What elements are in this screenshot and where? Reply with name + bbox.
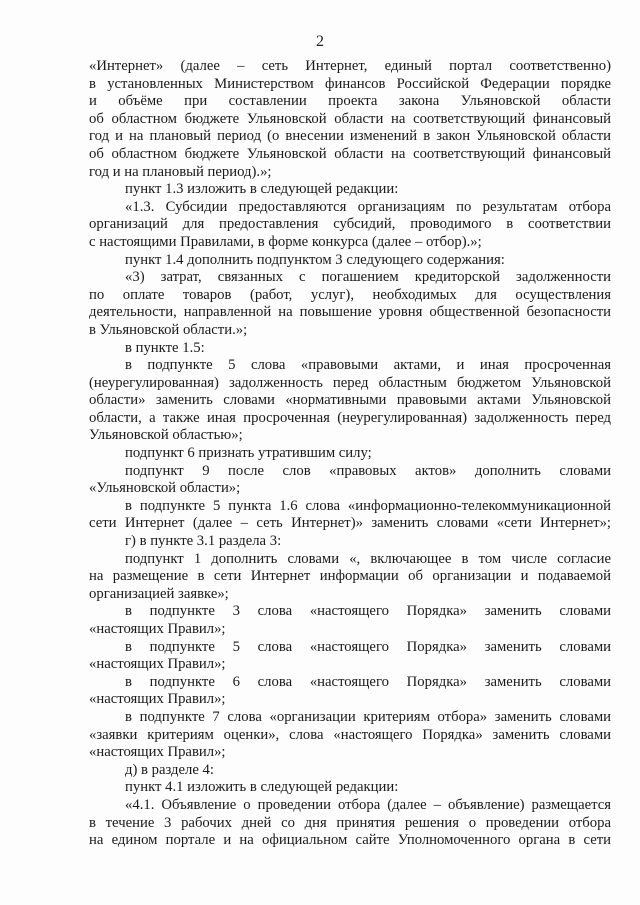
text-line: «4.1. Объявление о проведении отбора (далее – объявление) размещается <box>125 796 611 813</box>
text-line: по оплате товаров (работ, услуг), необходимых для осуществления <box>89 286 611 303</box>
text-line: деятельности, направленной на повышение уровня общественной безопасности <box>89 304 611 321</box>
document-body <box>89 58 611 850</box>
text-line: на едином портале и на официальном сайте Уполномоченного органа в сети <box>89 832 611 849</box>
page-number: 2 <box>316 33 324 50</box>
text-line: «настоящих Правил»; <box>89 744 226 761</box>
text-line: пункт 4.1 изложить в следующей редакции: <box>125 779 399 796</box>
text-line: г) в пункте 3.1 раздела 3: <box>125 533 282 550</box>
text-line: д) в разделе 4: <box>125 761 214 778</box>
text-line: в подпункте 5 пункта 1.6 слова «информационно-телекоммуникационной <box>125 497 611 514</box>
text-line: области» заменить словами «нормативными правовыми актами Ульяновской <box>89 392 611 409</box>
text-line: «настоящих Правил»; <box>89 656 226 673</box>
text-line: с настоящими Правилами, в форме конкурса (далее – отбор).»; <box>89 233 482 250</box>
text-line: в подпункте 7 слова «организации критериям отбора» заменить словами <box>125 708 611 725</box>
text-line: «заявки критериям оценки», слова «настоящего Порядка» заменить словами <box>89 726 611 743</box>
text-line: пункт 1.3 изложить в следующей редакции: <box>125 181 399 198</box>
text-line: подпункт 9 после слов «правовых актов» дополнить словами <box>125 462 611 479</box>
text-line: «3) затрат, связанных с погашением кредиторской задолженности <box>125 269 611 286</box>
text-line: в подпункте 3 слова «настоящего Порядка» заменить словами <box>125 603 611 620</box>
text-line: организаций для предоставления субсидий, проводимого в соответствии <box>89 216 611 233</box>
text-line: в подпункте 5 слова «правовыми актами, и иная просроченная <box>125 357 611 374</box>
text-line: в пункте 1.5: <box>125 339 205 356</box>
text-line: «настоящих Правил»; <box>89 621 226 637</box>
text-line: в Ульяновской области.»; <box>89 321 248 338</box>
text-line: в течение 3 рабочих дней со дня принятия решения о проведении отбора <box>89 814 611 831</box>
text-line: (неурегулированная) задолженность перед областным бюджетом Ульяновской <box>89 374 611 391</box>
text-line: и объёме при составлении проекта закона Ульяновской области <box>89 93 611 110</box>
text-line: на размещение в сети Интернет информации об организации и подаваемой <box>89 568 611 585</box>
text-line: пункт 1.4 дополнить подпунктом 3 следующего содержания: <box>125 251 505 268</box>
text-line: организацией заявке»; <box>89 585 229 602</box>
text-line: «1.3. Субсидии предоставляются организациям по результатам отбора <box>125 198 611 215</box>
text-line: в установленных Министерством финансов Российской Федерации порядке <box>89 75 611 92</box>
text-line: в подпункте 5 слова «настоящего Порядка» заменить словами <box>125 638 611 655</box>
text-line: «настоящих Правил»; <box>89 691 226 708</box>
text-line: об областном бюджете Ульяновской области на соответствующий финансовый <box>89 110 611 127</box>
text-line: области, а также иная просроченная (неурегулированная) задолженность перед <box>89 409 611 426</box>
text-line: в подпункте 6 слова «настоящего Порядка» заменить словами <box>125 673 611 690</box>
text-line: «Интернет» (далее – сеть Интернет, единый портал соответственно) <box>89 58 611 74</box>
text-line: «Ульяновской области»; <box>89 480 241 497</box>
text-line: Ульяновской областью»; <box>89 427 243 444</box>
text-line: подпункт 1 дополнить словами «, включающее в том числе согласие <box>125 550 611 567</box>
text-line: об областном бюджете Ульяновской области на соответствующий финансовый <box>89 145 611 162</box>
text-line: год и на плановый период (о внесении изменений в закон Ульяновской области <box>89 128 611 145</box>
text-line: подпункт 6 признать утратившим силу; <box>125 445 372 462</box>
text-line: сети Интернет (далее – сеть Интернет)» заменить словами «сети Интернет»; <box>89 515 611 532</box>
text-line: год и на плановый период).»; <box>89 163 272 180</box>
